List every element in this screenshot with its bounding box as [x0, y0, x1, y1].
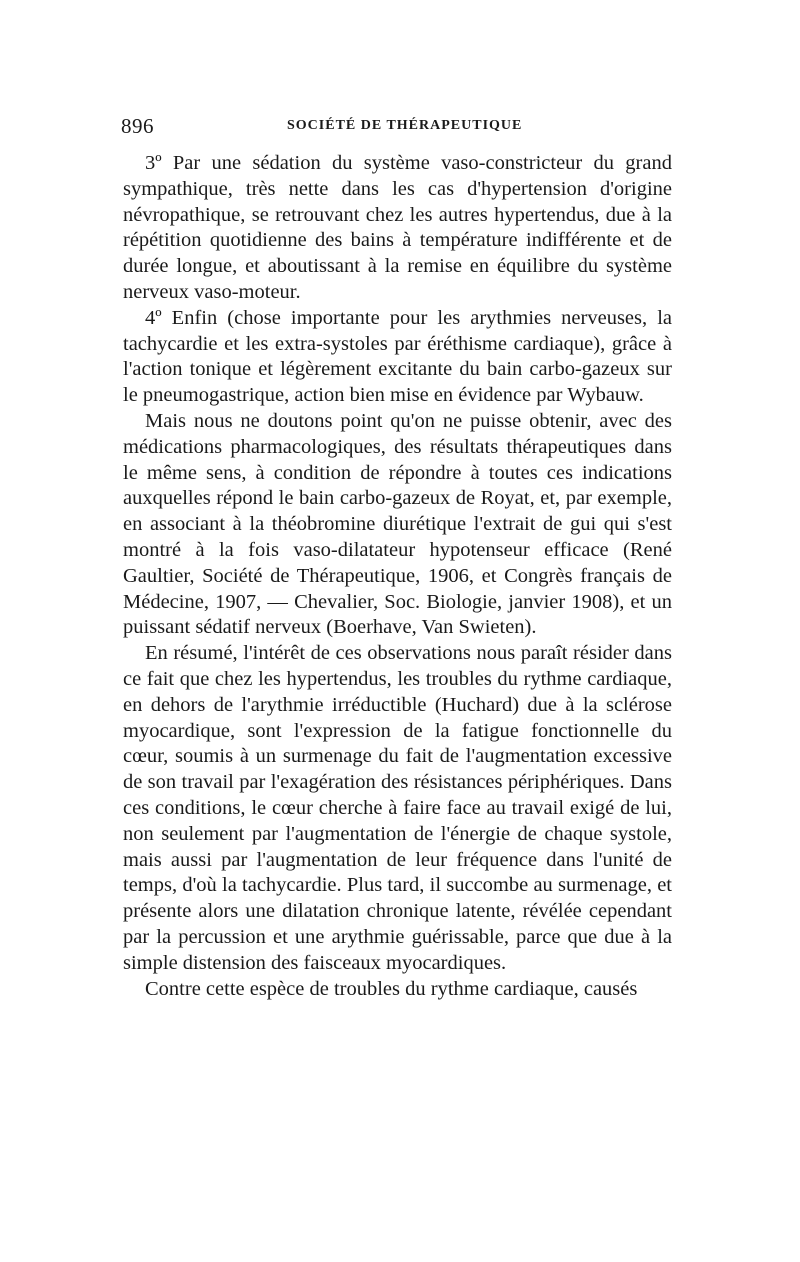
body-text: [123, 151, 672, 1002]
paragraph: 3º Par une sédation du système vaso-constricteur du grand sympathique, très nette dans les cas d'hypertension d'origine névropathique, se retrouvant chez les autres hypertendus, due à la répétition quotidienne des bains à température indifférente et de durée longue, et aboutissant à la remise en équilibre du système nerveux vaso-moteur.: [123, 152, 672, 303]
paragraph: 4º Enfin (chose importante pour les arythmies nerveuses, la tachycardie et les extra-systoles par éréthisme cardiaque), grâce à l'action tonique et légèrement excitante du bain carbo-gazeux sur le pneumogastrique, action bien mise en évidence par Wybauw.: [123, 306, 672, 407]
page-number: 896: [121, 114, 154, 138]
paragraph: Contre cette espèce de troubles du rythme cardiaque, causés: [145, 977, 638, 1000]
paragraph: En résumé, l'intérêt de ces observations nous paraît résider dans ce fait que chez les hypertendus, les troubles du rythme cardiaque, en dehors de l'arythmie irréductible (Huchard) due à la sclérose myocardique, sont l'expression de la fatigue fonctionnelle du cœur, soumis à un surmenage du fait de l'augmentation excessive de son travail par l'exagération des résistances périphériques. Dans ces conditions, le cœur cherche à faire face au travail exigé de lui, non seulement par l'augmentation de l'énergie de chaque systole, mais aussi par l'augmentation de leur fréquence dans l'unité de temps, d'où la tachycardie. Plus tard, il succombe au surmenage, et présente alors une dilatation chronique latente, révélée cependant par la percussion et une arythmie guérissable, parce que due à la simple distension des faisceaux myocardiques.: [123, 642, 672, 974]
running-title: SOCIÉTÉ DE THÉRAPEUTIQUE: [287, 118, 523, 133]
paragraph: Mais nous ne doutons point qu'on ne puisse obtenir, avec des médications pharmacologiques, des résultats thérapeutiques dans le même sens, à condition de répondre à toutes ces indications auxquelles répond le bain carbo-gazeux de Royat, et, par exemple, en associant à la théobromine diurétique l'extrait de gui qui s'est montré à la fois vaso-dilatateur hypotenseur efficace (René Gaultier, Société de Thérapeutique, 1906, et Congrès français de Médecine, 1907, — Chevalier, Soc. Biologie, janvier 1908), et un puissant sédatif nerveux (Boerhave, Van Swieten).: [123, 409, 672, 639]
page-header: [121, 114, 681, 144]
